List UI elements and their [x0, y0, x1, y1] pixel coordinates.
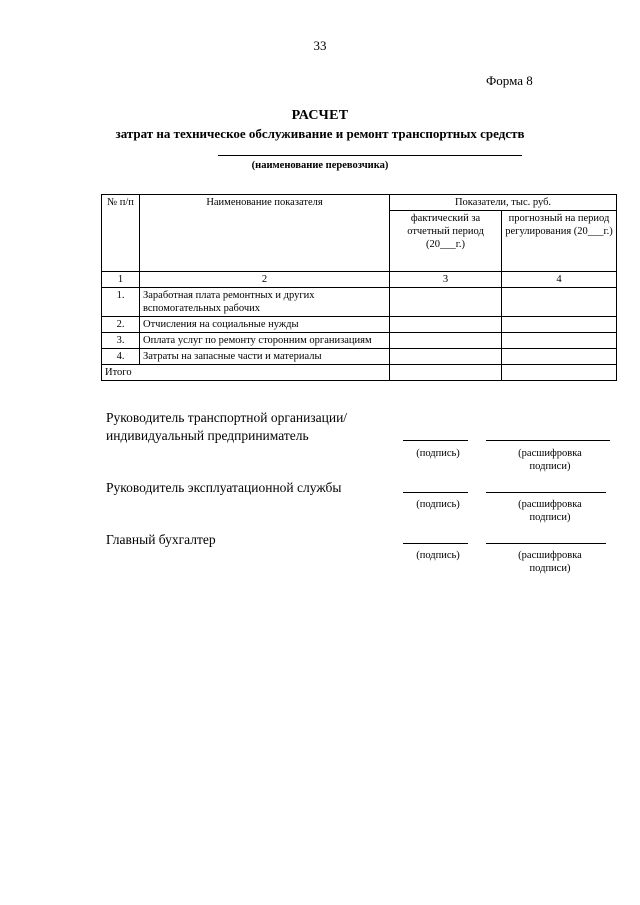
- forecast-value-cell[interactable]: [502, 317, 617, 333]
- signature-caption: (подпись): [416, 448, 460, 459]
- document-title: РАСЧЕТ: [291, 108, 349, 123]
- table-row: [102, 349, 617, 365]
- decode-caption-line2: подписи): [529, 461, 571, 472]
- row-name: Оплата услуг по ремонту сторонним организациям: [140, 333, 390, 349]
- decode-caption: [490, 447, 610, 473]
- head-label-line1: Руководитель транспортной организации/: [106, 410, 348, 425]
- row-name: Заработная плата ремонтных и других вспомогательных рабочих: [140, 288, 390, 317]
- total-forecast-cell[interactable]: [502, 365, 617, 381]
- page-number: 33: [313, 38, 327, 53]
- total-label: Итого: [102, 365, 390, 381]
- form-label: Форма 8: [486, 73, 533, 88]
- operations-signature-line[interactable]: [403, 492, 468, 493]
- row-number: 3.: [102, 333, 140, 349]
- decode-caption: [490, 498, 610, 524]
- row-number: 4.: [102, 349, 140, 365]
- col-name-header: Наименование показателя: [140, 195, 390, 272]
- signature-caption: (подпись): [416, 499, 460, 510]
- decode-caption-line2: подписи): [529, 512, 571, 523]
- accountant-signature-line[interactable]: [403, 543, 468, 544]
- table-row: [102, 333, 617, 349]
- col-num-header: № п/п: [102, 195, 140, 272]
- row-name: Отчисления на социальные нужды: [140, 317, 390, 333]
- actual-value-cell[interactable]: [390, 288, 502, 317]
- cost-table: [101, 194, 617, 381]
- actual-value-cell[interactable]: [390, 349, 502, 365]
- operations-head-label: Руководитель эксплуатационной службы: [106, 480, 342, 495]
- group-header: Показатели, тыс. руб.: [390, 195, 617, 211]
- table-row: [102, 288, 617, 317]
- col-number: 1: [102, 272, 140, 288]
- col-number: 4: [502, 272, 617, 288]
- forecast-value-cell[interactable]: [502, 349, 617, 365]
- forecast-value-cell[interactable]: [502, 333, 617, 349]
- head-signature-line[interactable]: [403, 440, 468, 441]
- total-row: [102, 365, 617, 381]
- decode-caption-line1: (расшифровка: [518, 550, 582, 561]
- carrier-caption: (наименование перевозчика): [251, 160, 389, 171]
- col-actual-header: фактический за отчетный период (20___г.): [390, 211, 502, 272]
- column-numbers-row: [102, 272, 617, 288]
- decode-caption-line1: (расшифровка: [518, 499, 582, 510]
- operations-decode-line[interactable]: [486, 492, 606, 493]
- table-row: [102, 317, 617, 333]
- row-number: 2.: [102, 317, 140, 333]
- actual-value-cell[interactable]: [390, 317, 502, 333]
- decode-caption-line1: (расшифровка: [518, 448, 582, 459]
- col-number: 3: [390, 272, 502, 288]
- actual-value-cell[interactable]: [390, 333, 502, 349]
- signature-caption: (подпись): [416, 550, 460, 561]
- total-actual-cell[interactable]: [390, 365, 502, 381]
- head-label-line2: индивидуальный предприниматель: [106, 428, 309, 443]
- row-name: Затраты на запасные части и материалы: [140, 349, 390, 365]
- carrier-name-line: [218, 155, 522, 156]
- chief-accountant-label: Главный бухгалтер: [106, 532, 216, 547]
- accountant-decode-line[interactable]: [486, 543, 606, 544]
- table-header-row: [102, 195, 617, 211]
- row-number: 1.: [102, 288, 140, 317]
- decode-caption-line2: подписи): [529, 563, 571, 574]
- forecast-value-cell[interactable]: [502, 288, 617, 317]
- col-number: 2: [140, 272, 390, 288]
- decode-caption: [490, 549, 610, 575]
- head-decode-line[interactable]: [486, 440, 610, 441]
- document-subtitle: затрат на техническое обслуживание и ремонт транспортных средств: [115, 126, 525, 141]
- col-forecast-header: прогнозный на период регулирования (20___г.): [502, 211, 617, 272]
